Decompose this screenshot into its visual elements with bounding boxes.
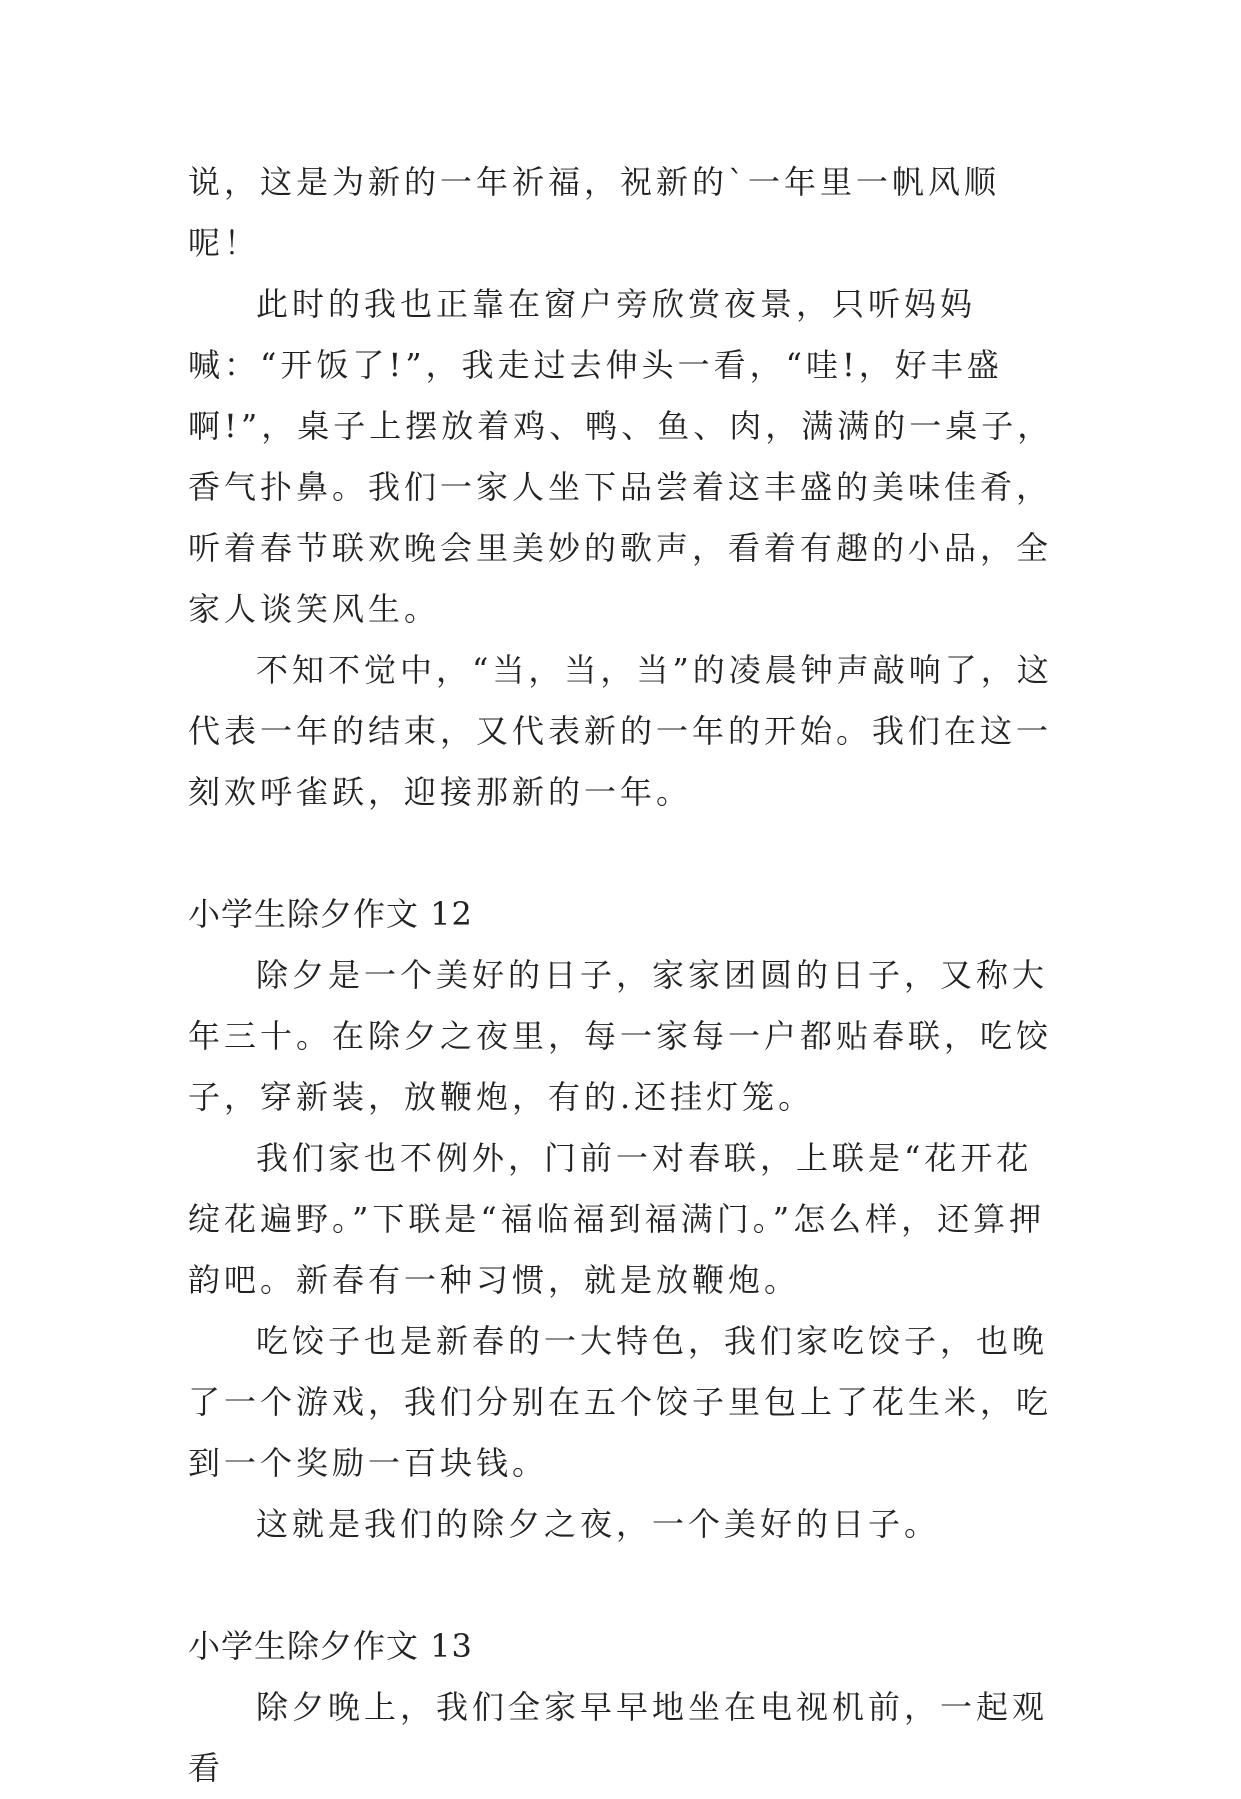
paragraph: 这就是我们的除夕之夜，一个美好的日子。: [256, 1505, 941, 1543]
paragraph: 除夕是一个美好的日子，家家团圆的日子，又称大年三十。在除夕之夜里，每一家每一户都贴春联，吃饺子，穿新装，放鞭炮，有的.还挂灯笼。: [188, 956, 1053, 1116]
paragraph: 此时的我也正靠在窗户旁欣赏夜景，只听妈妈喊：“开饭了!”，我走过去伸头一看，“哇!，好丰盛啊!”，桌子上摆放着鸡、鸭、鱼、肉，满满的一桌子，香气扑鼻。我们一家人坐下品尝着这丰盛的美味佳肴，听着春节联欢晚会里美妙的歌声，看着有趣的小品，全家人谈笑风生。: [188, 285, 1054, 628]
paragraph-continuation: 说，这是为新的一年祈福，祝新的`一年里一帆风顺呢！: [188, 163, 1001, 262]
paragraph: 吃饺子也是新春的一大特色，我们家吃饺子，也晚了一个游戏，我们分别在五个饺子里包上了花生米，吃到一个奖励一百块钱。: [188, 1322, 1053, 1482]
paragraph: 我们家也不例外，门前一对春联，上联是“花开花绽花遍野。”下联是“福临福到福满门。”怎么样，还算押韵吧。新春有一种习惯，就是放鞭炮。: [188, 1139, 1046, 1299]
paragraph: 不知不觉中，“当，当，当”的凌晨钟声敲响了，这代表一年的结束，又代表新的一年的开始。我们在这一刻欢呼雀跃，迎接那新的一年。: [188, 651, 1053, 811]
section-heading: 小学生除夕作文 13: [188, 1627, 473, 1665]
section-heading: 小学生除夕作文 12: [188, 895, 473, 933]
paragraph: 除夕晚上，我们全家早早地坐在电视机前，一起观看: [188, 1688, 1049, 1787]
document-body: [188, 152, 1058, 1799]
